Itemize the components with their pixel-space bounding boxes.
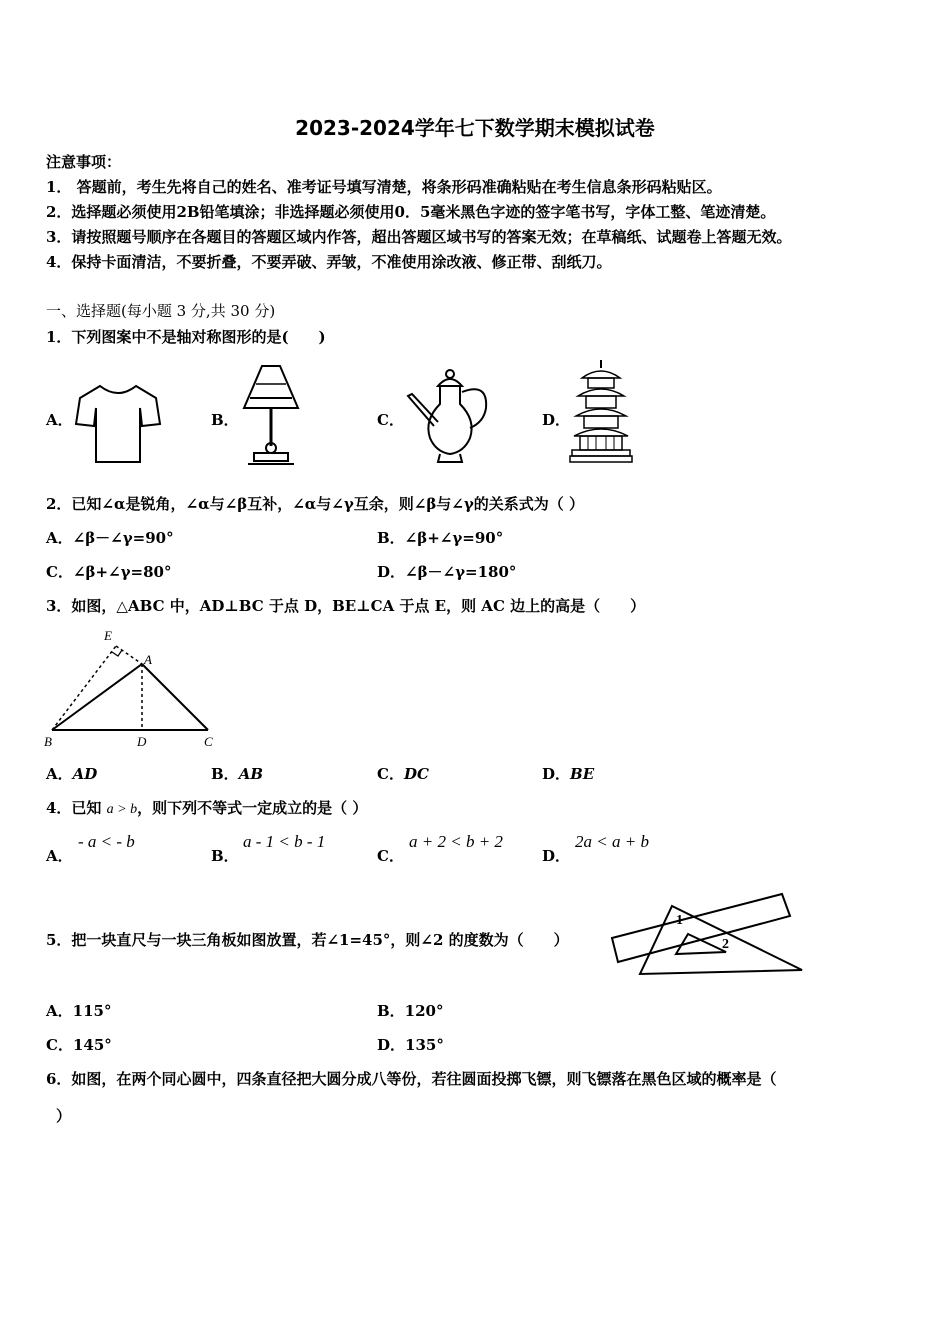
q3-triangle-figure — [40, 626, 230, 750]
q3-option-b: B．AB — [211, 765, 264, 783]
q2-stem: 2．已知∠α是锐角，∠α与∠β互补，∠α与∠γ互余，则∠β与∠γ的关系式为（ ） — [46, 495, 584, 513]
q1-option-c: C． — [377, 411, 404, 429]
q3-label-b: B — [44, 734, 52, 749]
q3-option-a: A．AD — [46, 765, 98, 783]
q1-option-a: A． — [46, 411, 73, 429]
q3-option-c: C．DC — [377, 765, 429, 783]
q4-option-c-letter: C． — [377, 847, 404, 865]
q5-label-1: 1 — [676, 913, 683, 928]
q4-option-b-letter: B． — [211, 847, 239, 865]
notice-item-3: 3．请按照题号顺序在各题目的答题区域内作答，超出答题区域书写的答案无效；在草稿纸、试题卷上答题无效。 — [46, 228, 792, 246]
q5-stem: 5．把一块直尺与一块三角板如图放置，若∠1=45°，则∠2 的度数为（ ） — [46, 931, 569, 949]
q2-option-a: A．∠β－∠γ=90° — [46, 529, 174, 547]
q3-label-a: A — [144, 652, 152, 667]
q3-label-e: E — [104, 628, 112, 643]
teapot-figure — [404, 368, 494, 466]
q2-option-d: D．∠β－∠γ=180° — [377, 563, 517, 581]
notice-item-1: 1． 答题前，考生先将自己的姓名、准考证号填写清楚，将条形码准确粘贴在考生信息条形码粘贴区。 — [46, 178, 722, 196]
q4-option-c-value: a + 2 < b + 2 — [409, 832, 503, 851]
q4-option-a-value: - a < - b — [78, 832, 135, 851]
q1-stem: 1．下列图案中不是轴对称图形的是( ) — [46, 328, 326, 346]
q1-option-b: B． — [211, 411, 239, 429]
page-title: 2023-2024学年七下数学期末模拟试卷 — [295, 116, 655, 140]
q3-label-c: C — [204, 734, 213, 749]
q5-option-a: A．115° — [46, 1002, 112, 1020]
q6-stem-line2: ） — [56, 1107, 72, 1125]
q4-stem: 4．已知 a > b，则下列不等式一定成立的是（ ） — [46, 799, 368, 817]
q3-label-d: D — [137, 734, 147, 749]
q4-option-d-value: 2a < a + b — [575, 832, 649, 851]
q5-label-2: 2 — [722, 937, 729, 952]
q4-option-a-letter: A． — [46, 847, 73, 865]
q2-option-b: B．∠β+∠γ=90° — [377, 529, 504, 547]
notice-item-2: 2．选择题必须使用2B铅笔填涂；非选择题必须使用0．5毫米黑色字迹的签字笔书写，字体工整、笔迹清楚。 — [46, 203, 776, 221]
q5-option-b: B．120° — [377, 1002, 444, 1020]
q5-option-d: D．135° — [377, 1036, 444, 1054]
section-heading: 一、选择题(每小题 3 分,共 30 分) — [46, 302, 276, 320]
tshirt-figure — [74, 382, 164, 464]
q3-stem: 3．如图，△ABC 中，AD⊥BC 于点 D，BE⊥CA 于点 E，则 AC 边上的高是（ ） — [46, 597, 646, 615]
lamp-figure — [240, 364, 302, 468]
notice-heading: 注意事项： — [46, 153, 122, 171]
q5-ruler-triangle-figure — [610, 892, 810, 976]
q1-option-d: D． — [542, 411, 571, 429]
q2-option-c: C．∠β+∠γ=80° — [46, 563, 172, 581]
pagoda-figure — [566, 360, 636, 466]
q3-option-d: D．BE — [542, 765, 595, 783]
q4-option-d-letter: D． — [542, 847, 571, 865]
q5-option-c: C．145° — [46, 1036, 112, 1054]
q6-stem-line1: 6．如图，在两个同心圆中，四条直径把大圆分成八等份，若往圆面投掷飞镖，则飞镖落在黑色区域的概率是（ — [46, 1070, 777, 1088]
notice-item-4: 4．保持卡面清洁，不要折叠，不要弄破、弄皱，不准使用涂改液、修正带、刮纸刀。 — [46, 253, 612, 271]
q4-option-b-value: a - 1 < b - 1 — [243, 832, 326, 851]
